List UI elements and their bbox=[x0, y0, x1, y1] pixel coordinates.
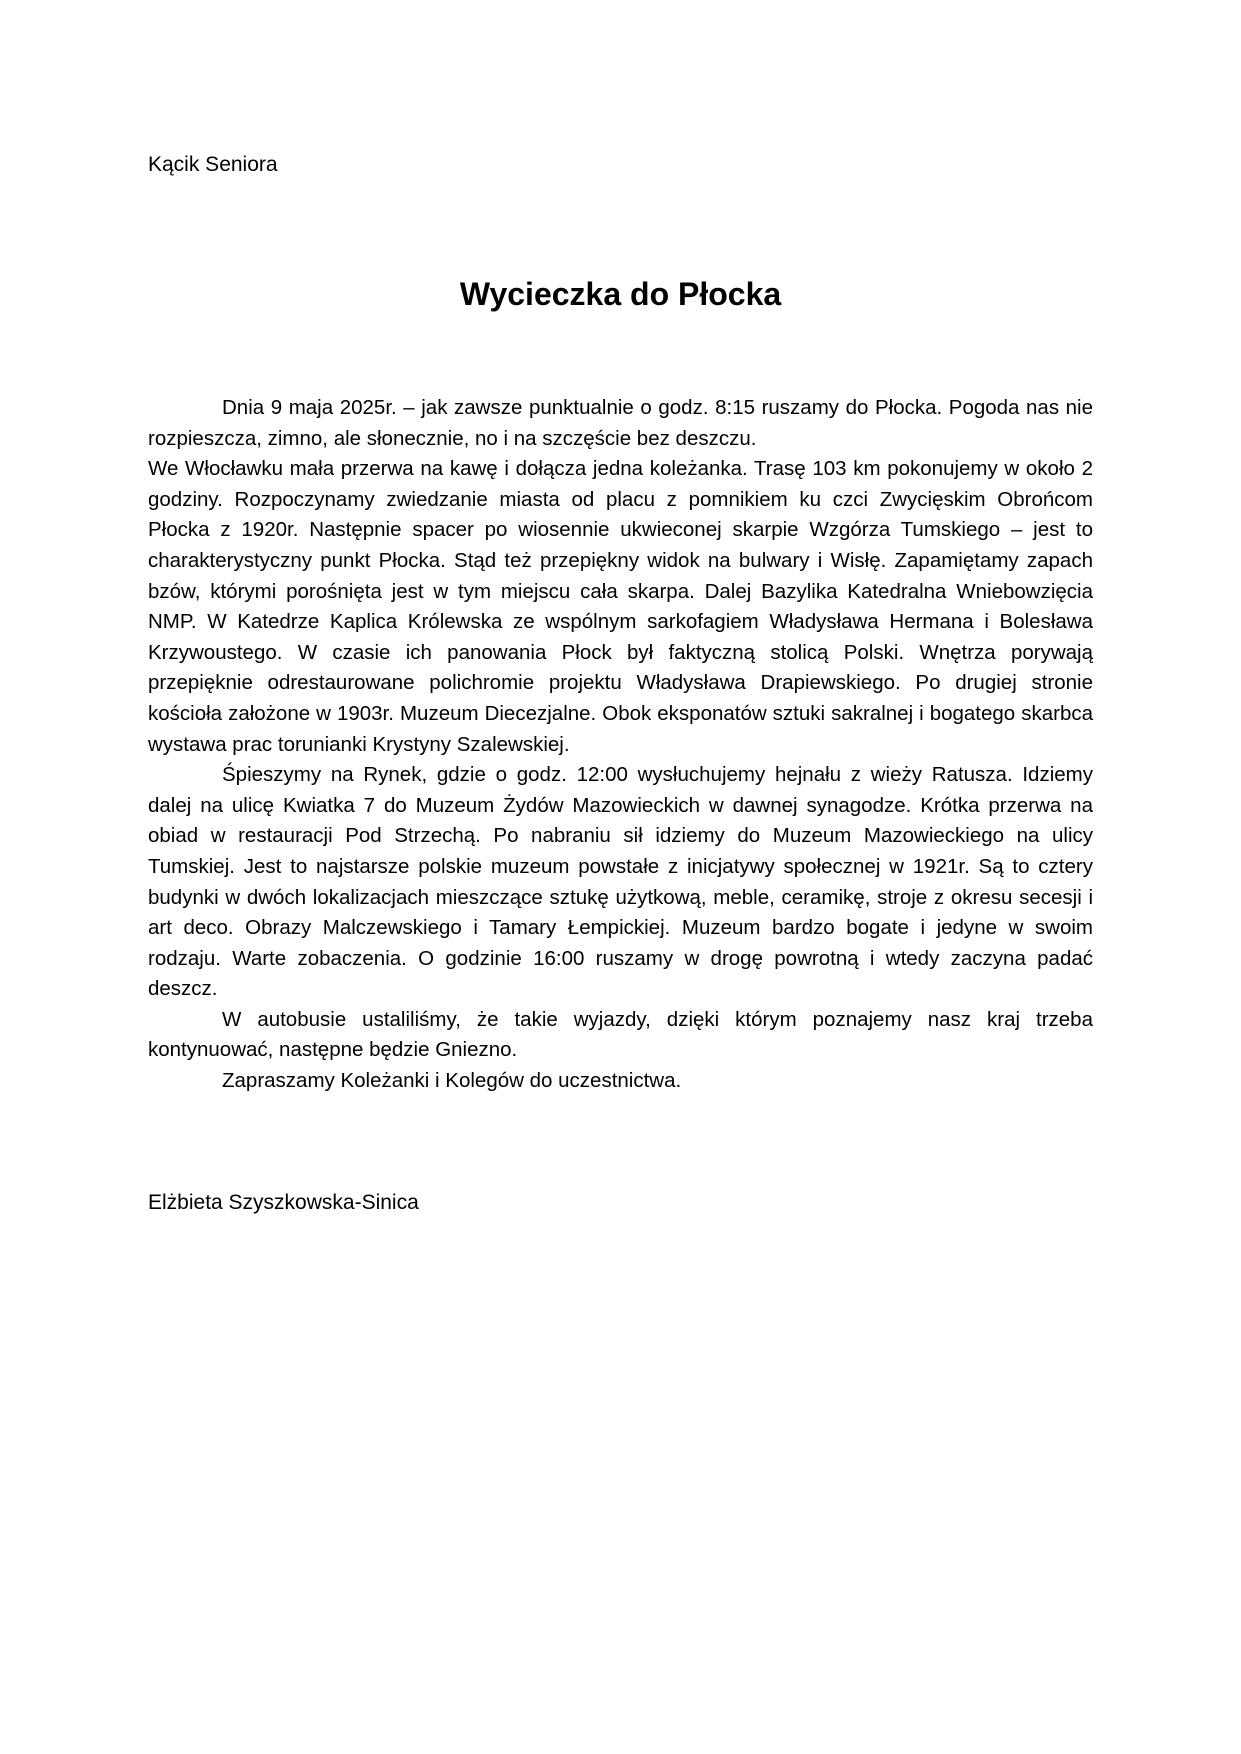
article-title: Wycieczka do Płocka bbox=[459, 276, 782, 312]
paragraph: W autobusie ustaliliśmy, że takie wyjazdy, dzięki którym poznajemy nasz kraj trzeba kontynuować, następne będzie Gniezno. bbox=[148, 1007, 1093, 1062]
author-signature: Elżbieta Szyszkowska-Sinica bbox=[148, 1191, 419, 1214]
paragraph: Zapraszamy Koleżanki i Kolegów do uczestnictwa. bbox=[222, 1069, 682, 1093]
paragraph: Śpieszymy na Rynek, gdzie o godz. 12:00 wysłuchujemy hejnału z wieży Ratusza. Idziemy dalej na ulicę Kwiatka 7 do Muzeum Żydów Mazowieckich w dawnej synagodze. Krótka przerwa na obiad w restauracji Pod Strzechą. Po nabraniu sił idziemy do Muzeum Mazowieckiego na ulicy Tumskiej. Jest to najstarsze polskie muzeum powstałe z inicjatywy społecznej w 1921r. Są to cztery budynki w dwóch lokalizacjach mieszczące sztukę użytkową, meble, ceramikę, stroje z okresu secesji i art deco. Obrazy Malczewskiego i Tamary Łempickiej. Muzeum bardzo bogate i jedyne w swoim rodzaju. Warte zobaczenia. O godzinie 16:00 ruszamy w drogę powrotną i wtedy zaczyna padać deszcz. bbox=[148, 763, 1093, 1001]
section-label: Kącik Seniora bbox=[148, 153, 278, 176]
paragraph: We Włocławku mała przerwa na kawę i dołącza jedna koleżanka. Trasę 103 km pokonujemy w około 2 godziny. Rozpoczynamy zwiedzanie miasta od placu z pomnikiem ku czci Zwycięskim Obrońcom Płocka z 1920r. Następnie spacer po wiosennie ukwieconej skarpie Wzgórza Tumskiego – jest to charakterystyczny punkt Płocka. Stąd też przepiękny widok na bulwary i Wisłę. Zapamiętamy zapach bzów, którymi porośnięta jest w tym miejscu cała skarpa. Dalej Bazylika Katedralna Wniebowzięcia NMP. W Katedrze Kaplica Królewska ze wspólnym sarkofagiem Władysława Hermana i Bolesława Krzywoustego. W czasie ich panowania Płock był faktyczną stolicą Polski. Wnętrza porywają przepięknie odrestaurowane polichromie projektu Władysława Drapiewskiego. Po drugiej stronie kościoła założone w 1903r. Muzeum Diecezjalne. Obok eksponatów sztuki sakralnej i bogatego skarbca wystawa prac torunianki Krystyny Szalewskiej. bbox=[148, 457, 1093, 756]
paragraph: Dnia 9 maja 2025r. – jak zawsze punktualnie o godz. 8:15 ruszamy do Płocka. Pogoda nas nie rozpieszcza, zimno, ale słonecznie, no i na szczęście bez deszczu. bbox=[148, 396, 1093, 450]
article-body bbox=[148, 393, 1093, 1097]
